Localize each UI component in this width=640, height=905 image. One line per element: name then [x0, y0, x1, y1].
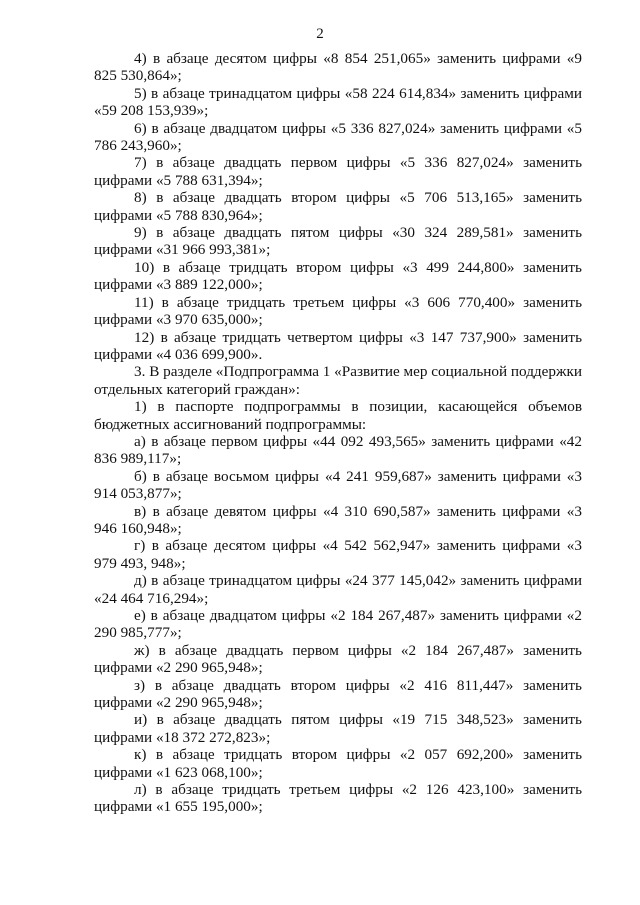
subitem-k: к) в абзаце тридцать втором цифры «2 057 692,200» заменить цифрами «1 623 068,100»; [94, 746, 582, 781]
subitem-i: и) в абзаце двадцать пятом цифры «19 715 348,523» заменить цифрами «18 372 272,823»; [94, 711, 582, 746]
paragraph-item-11: 11) в абзаце тридцать третьем цифры «3 606 770,400» заменить цифрами «3 970 635,000»; [94, 293, 582, 329]
page-number: 2 [316, 26, 324, 42]
document-body [94, 50, 582, 816]
section-3-heading: 3. В разделе «Подпрограмма 1 «Развитие мер социальной поддержки отдельных категорий граждан»: [94, 363, 582, 398]
subitem-e: е) в абзаце двадцатом цифры «2 184 267,487» заменить цифрами «2 290 985,777»; [94, 607, 582, 642]
paragraph-item-4: 4) в абзаце десятом цифры «8 854 251,065» заменить цифрами «9 825 530,864»; [94, 50, 582, 85]
subitem-d: д) в абзаце тринадцатом цифры «24 377 145,042» заменить цифрами «24 464 716,294»; [94, 572, 582, 607]
paragraph-item-12: 12) в абзаце тридцать четвертом цифры «3 147 737,900» заменить цифрами «4 036 699,900». [94, 328, 582, 363]
paragraph-item-6: 6) в абзаце двадцатом цифры «5 336 827,024» заменить цифрами «5 786 243,960»; [94, 119, 582, 155]
paragraph-item-7: 7) в абзаце двадцать первом цифры «5 336 827,024» заменить цифрами «5 788 631,394»; [94, 154, 582, 189]
paragraph-item-8: 8) в абзаце двадцать втором цифры «5 706 513,165» заменить цифрами «5 788 830,964»; [94, 189, 582, 224]
paragraph-item-9: 9) в абзаце двадцать пятом цифры «30 324 289,581» заменить цифрами «31 966 993,381»; [94, 224, 582, 259]
paragraph-item-10: 10) в абзаце тридцать втором цифры «3 499 244,800» заменить цифрами «3 889 122,000»; [94, 258, 582, 294]
subitem-b: б) в абзаце восьмом цифры «4 241 959,687» заменить цифрами «3 914 053,877»; [94, 467, 582, 503]
subitem-z: з) в абзаце двадцать втором цифры «2 416 811,447» заменить цифрами «2 290 965,948»; [94, 676, 582, 712]
paragraph-item-5: 5) в абзаце тринадцатом цифры «58 224 614,834» заменить цифрами «59 208 153,939»; [94, 84, 582, 120]
passport-item-1: 1) в паспорте подпрограммы в позиции, касающейся объемов бюджетных ассигнований подпрограммы: [94, 398, 582, 433]
subitem-v: в) в абзаце девятом цифры «4 310 690,587» заменить цифрами «3 946 160,948»; [94, 502, 582, 537]
subitem-a: а) в абзаце первом цифры «44 092 493,565» заменить цифрами «42 836 989,117»; [94, 432, 582, 468]
subitem-g: г) в абзаце десятом цифры «4 542 562,947» заменить цифрами «3 979 493, 948»; [94, 537, 582, 572]
subitem-l: л) в абзаце тридцать третьем цифры «2 126 423,100» заменить цифрами «1 655 195,000»; [94, 781, 582, 816]
subitem-zh: ж) в абзаце двадцать первом цифры «2 184 267,487» заменить цифрами «2 290 965,948»; [94, 641, 582, 677]
